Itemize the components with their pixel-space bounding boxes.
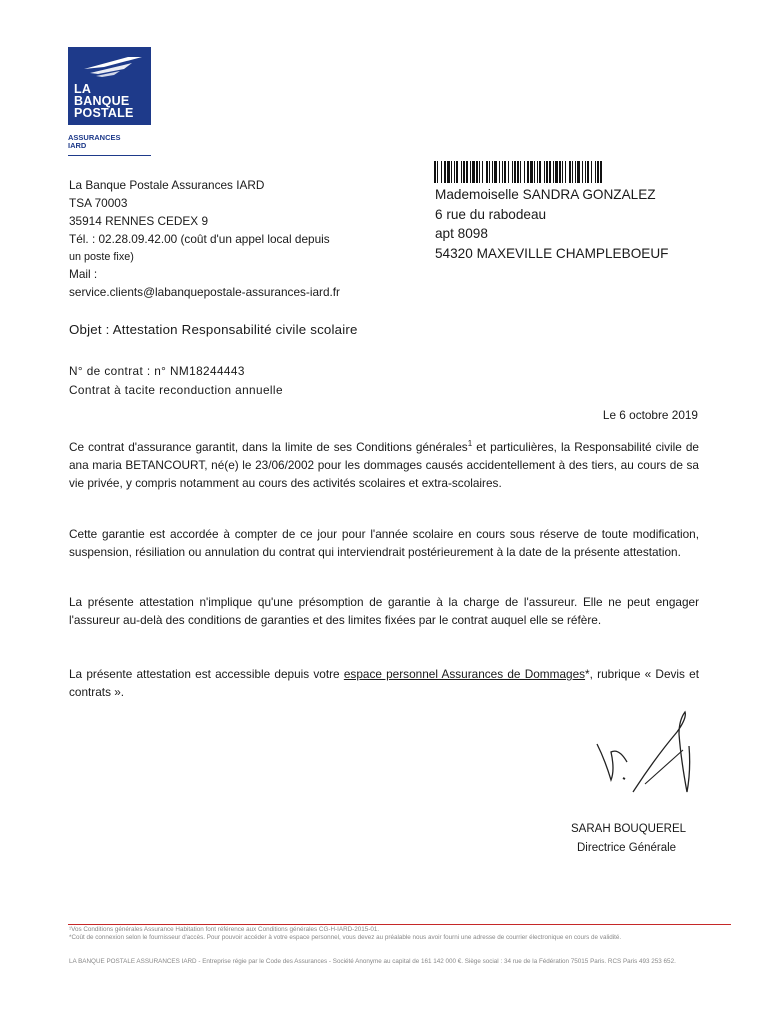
signer-name: SARAH BOUQUEREL (571, 823, 687, 835)
sender-city: 35914 RENNES CEDEX 9 (69, 214, 209, 228)
sender-phone-note: un poste fixe) (69, 251, 134, 263)
sender-mail-label: Mail : (69, 267, 98, 281)
logo-text-line2: BANQUE (74, 94, 130, 108)
paragraph-1-start: Ce contrat d'assurance garantit, dans la limite de ses Conditions générales (69, 440, 468, 454)
footnote-2: *Coût de connexion selon le fournisseur d'accès. Pour pouvoir accéder à votre espace personnel, vous devez au préalable nous avoir fourni une adresse de courrier électronique en cours de validité. (69, 934, 622, 941)
sender-name: La Banque Postale Assurances IARD (69, 178, 265, 192)
logo-text-line3: POSTALE (74, 106, 134, 120)
sender-box: TSA 70003 (69, 196, 128, 210)
logo-subtitle-2: IARD (68, 141, 87, 150)
paragraph-2: Cette garantie est accordée à compter de ce jour pour l'année scolaire en cours sous réserve de toute modification, suspension, résiliation ou annulation du contrat qui interviendrait postérieurement à la date de la présente attestation. (69, 527, 699, 560)
footnote-ref: 1 (467, 439, 473, 449)
recipient-city: 54320 MAXEVILLE CHAMPLEBOEUF (435, 246, 669, 261)
logo-text-line1: LA (74, 82, 92, 96)
paragraph-3: La présente attestation n'implique qu'une présomption de garantie à la charge de l'assureur. Elle ne peut engager l'assureur au-delà des conditions de garanties et des limites fixées par le contrat auquel elle se réfère. (69, 595, 699, 628)
letter-subject: Objet : Attestation Responsabilité civile scolaire (69, 322, 358, 337)
logo-subtitle-1: ASSURANCES (68, 133, 121, 142)
sender-phone: Tél. : 02.28.09.42.00 (coût d'un appel local depuis (69, 232, 330, 246)
footnote-1: ¹Vos Conditions générales Assurance Habitation font référence aux Conditions générales CG-H-IARD-2015-01. (69, 926, 380, 933)
contract-number: N° de contrat : n° NM18244443 (69, 364, 245, 378)
personal-space-link[interactable]: espace personnel Assurances de Dommages (343, 667, 586, 681)
signature (575, 700, 705, 810)
signer-title: Directrice Générale (577, 842, 677, 854)
barcode (434, 161, 602, 183)
recipient-street: 6 rue du rabodeau (435, 207, 547, 222)
paragraph-1-end: et particulières, la Responsabilité civile de ana maria BETANCOURT, né(e) le 23/06/2002 pour les dommages causés accidentellement à des tiers, au cours de sa vie privée, y compris notamment au cours des activités scolaires et extra-scolaires. (69, 440, 699, 491)
legal-notice: LA BANQUE POSTALE ASSURANCES IARD - Entreprise régie par le Code des Assurances - Société Anonyme au capital de 161 142 000 €. Siège social : 34 rue de la Fédération 75015 Paris. RCS Paris 493 253 652. (69, 958, 676, 965)
company-logo (68, 47, 151, 125)
paragraph-4-start: La présente attestation est accessible depuis votre (69, 667, 344, 681)
letter-date: Le 6 octobre 2019 (602, 408, 698, 422)
recipient-name: Mademoiselle SANDRA GONZALEZ (435, 187, 656, 202)
contract-renewal: Contrat à tacite reconduction annuelle (69, 383, 283, 397)
paragraph-4-end: *, rubrique « Devis et contrats ». (69, 667, 699, 700)
footer-divider (68, 924, 731, 925)
recipient-apt: apt 8098 (435, 226, 488, 241)
logo-divider (68, 155, 151, 156)
paragraph-4 (69, 665, 699, 701)
paragraph-1 (69, 438, 699, 493)
sender-mail: service.clients@labanquepostale-assurances-iard.fr (69, 285, 340, 299)
